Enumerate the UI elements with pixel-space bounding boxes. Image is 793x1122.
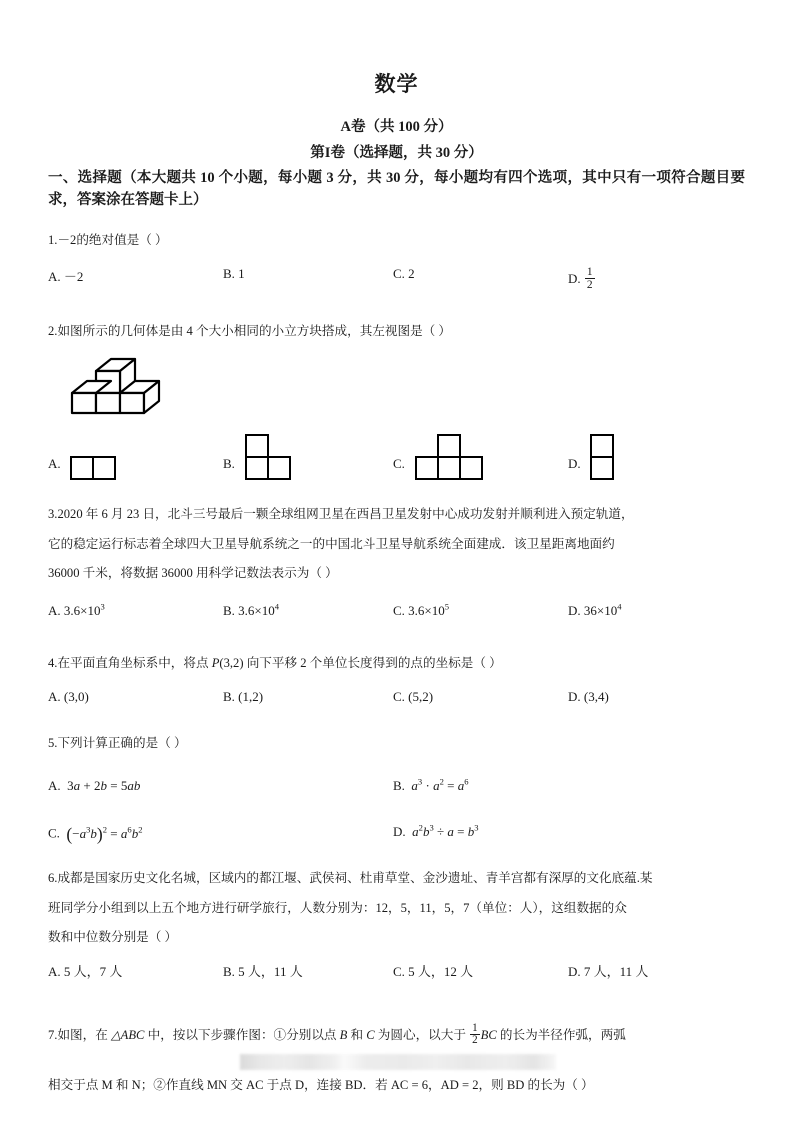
- option-5-b-expression: $a^3 \cdot a^2 = a^6$: [411, 776, 469, 793]
- question-3-line1: 3.2020 年 6 月 23 日，北斗三号最后一颗全球组网卫星在西昌卫星发射中心成功发射并顺利进入预定轨道，: [48, 507, 634, 522]
- segment-bc: BC: [480, 1027, 497, 1042]
- question-2-stem: 2.如图所示的几何体是由 4 个大小相同的小立方块搭成，其左视图是（ ）: [48, 324, 451, 339]
- option-5-d-label: D.: [393, 823, 406, 839]
- option-3-d-exponent: 4: [617, 601, 622, 612]
- option-1-c-label: C.: [393, 266, 405, 282]
- option-3-a[interactable]: [48, 603, 105, 619]
- question-3-line2: 它的稳定运行标志着全球四大卫星导航系统之一的中国北斗卫星导航系统全面建成．该卫星距离地面约: [48, 536, 615, 551]
- question-3-stem: [48, 500, 745, 589]
- option-5-c-label: C.: [48, 825, 60, 841]
- question-6-options: [48, 961, 745, 987]
- option-5-b-label: B.: [393, 777, 405, 793]
- option-5-c[interactable]: [48, 824, 142, 845]
- option-1-a[interactable]: [48, 266, 83, 285]
- option-6-c[interactable]: C. 5 人，12 人: [393, 963, 474, 979]
- question-5-options-row2: [48, 824, 745, 848]
- fraction-denominator: 2: [472, 1034, 478, 1047]
- question-3-line3: 36000 千米，将数据 36000 用科学记数法表示为（ ）: [48, 566, 338, 581]
- point-coordinates: (3,2): [219, 655, 244, 670]
- option-5-b[interactable]: [393, 778, 469, 794]
- section-heading: 一、选择题（本大题共 10 个小题，每小题 3 分，共 30 分，每小题均有四个选项，其中只有一项符合题目要求，答案涂在答题卡上）: [48, 170, 745, 209]
- option-3-a-mantissa: 3.6×10: [63, 602, 101, 618]
- question-1-stem: 1.－2的绝对值是（ ）: [48, 232, 168, 247]
- option-4-a-value: (3,0): [63, 689, 89, 705]
- option-5-d-expression: $a^2b^3 \div a = b^3$: [412, 822, 479, 839]
- option-1-a-value: －2: [63, 269, 84, 285]
- volume-line: A卷（共 100 分）: [340, 119, 453, 135]
- question-6-line1: 6.成都是国家历史文化名城，区域内的都江堰、武侯祠、杜甫草堂、金沙遗址、青羊宫都有深厚的文化底蕴.某: [48, 870, 653, 885]
- option-3-d-label: D.: [568, 602, 581, 618]
- page-title: 数学: [374, 72, 419, 96]
- fraction-numerator: 1: [586, 266, 593, 279]
- part-line: 第I卷（选择题，共 30 分）: [310, 145, 483, 161]
- option-4-d-label: D.: [568, 689, 581, 705]
- option-4-c-value: (5,2): [408, 689, 434, 705]
- question-4-stem-post: 向下平移 2 个单位长度得到的点的坐标是（ ）: [243, 655, 502, 670]
- option-4-c-label: C.: [393, 689, 405, 705]
- option-4-a-label: A.: [48, 689, 61, 705]
- question-6-line3: 数和中位数分别是（ ）: [48, 930, 178, 945]
- option-3-d-mantissa: 36×10: [583, 602, 618, 618]
- page-content: [48, 0, 745, 1102]
- square-cell: [245, 456, 269, 480]
- fraction-denominator: 2: [586, 279, 593, 292]
- square-cell: [267, 456, 291, 480]
- option-2-a-label: A.: [48, 456, 61, 472]
- option-1-d[interactable]: [568, 266, 596, 291]
- option-5-a-label: A.: [48, 777, 61, 793]
- option-2-c-shape: [415, 432, 487, 480]
- option-2-a-shape: [70, 454, 120, 480]
- option-6-a[interactable]: A. 5 人，7 人: [48, 963, 123, 979]
- question-7-line2: 相交于点 M 和 N；②作直线 MN 交 AC 于点 D，连接 BD．若 AC = 6，AD = 2，则 BD 的长为（ ）: [48, 1078, 594, 1093]
- option-4-a[interactable]: [48, 689, 89, 705]
- option-4-c[interactable]: [393, 689, 433, 705]
- fraction-numerator: 1: [472, 1021, 478, 1034]
- option-3-b-label: B.: [223, 602, 235, 618]
- question-4-options: [48, 689, 745, 715]
- option-2-d-label: D.: [568, 456, 581, 472]
- option-5-a[interactable]: [48, 778, 140, 794]
- q7-end: 的长为半径作弧，两弧: [496, 1027, 626, 1042]
- q7-mid: 中，按以下步骤作图：①分别以点: [144, 1027, 340, 1042]
- option-3-b-mantissa: 3.6×10: [238, 602, 275, 618]
- option-3-a-label: A.: [48, 602, 61, 618]
- question-4-stem: [48, 651, 745, 676]
- option-2-b-shape: [245, 432, 295, 480]
- option-6-b[interactable]: B. 5 人，11 人: [223, 963, 303, 979]
- option-4-b-label: B.: [223, 689, 235, 705]
- option-2-c-label: C.: [393, 456, 405, 472]
- square-cell: [70, 456, 94, 480]
- option-5-a-expression: 3a + 2b = 5ab: [63, 777, 141, 793]
- question-5-options-row1: [48, 778, 745, 802]
- option-5-d[interactable]: [393, 824, 479, 840]
- square-cell: [437, 434, 461, 458]
- option-5-c-expression: $(-a^3b)^2 = a^6b^2$: [66, 823, 143, 844]
- square-cell: [590, 434, 614, 458]
- square-cell: [459, 456, 483, 480]
- point-c: C: [366, 1027, 375, 1042]
- option-1-d-fraction: [585, 266, 595, 291]
- option-1-c-value: 2: [408, 266, 415, 282]
- question-7-line1: [48, 1019, 745, 1052]
- question-1-options: [48, 266, 745, 306]
- option-4-b-value: (1,2): [238, 689, 264, 705]
- option-1-b-label: B.: [223, 266, 235, 282]
- option-6-d[interactable]: D. 7 人，11 人: [568, 963, 649, 979]
- question-4-stem-pre: 4.在平面直角坐标系中，将点: [48, 655, 212, 670]
- square-cell: [245, 434, 269, 458]
- blurred-watermark: [240, 1054, 556, 1070]
- q7-and: 和: [347, 1027, 367, 1042]
- option-3-b[interactable]: [223, 603, 279, 619]
- option-1-a-label: A.: [48, 269, 61, 285]
- q7-pre: 7.如图，在: [48, 1027, 111, 1042]
- option-3-b-exponent: 4: [274, 601, 280, 612]
- square-cell: [590, 456, 614, 480]
- option-4-d[interactable]: [568, 689, 609, 705]
- q7-post: 为圆心，以大于: [374, 1027, 470, 1042]
- square-cell: [92, 456, 116, 480]
- option-1-c[interactable]: [393, 266, 415, 282]
- square-cell: [415, 456, 439, 480]
- question-6-line2: 班同学分小组到以上五个地方进行研学旅行，人数分别为：12，5，11，5，7（单位：人），这组数据的众: [48, 900, 627, 915]
- option-1-d-label: D.: [568, 271, 581, 287]
- option-3-a-exponent: 3: [100, 601, 105, 612]
- question-5-stem: 5.下列计算正确的是（ ）: [48, 736, 187, 751]
- question-2-options: [48, 430, 745, 480]
- option-1-b[interactable]: [223, 266, 245, 282]
- option-3-c[interactable]: [393, 603, 449, 619]
- option-4-b[interactable]: [223, 689, 263, 705]
- option-4-d-value: (3,4): [583, 689, 609, 705]
- stacked-cubes-figure: [60, 354, 745, 416]
- point-b: B: [339, 1027, 348, 1042]
- question-3-options: [48, 603, 745, 629]
- option-2-d-shape: [590, 432, 616, 480]
- question-6-stem: [48, 864, 745, 953]
- stacked-cubes-icon: [60, 354, 190, 416]
- option-3-c-exponent: 5: [444, 601, 450, 612]
- option-1-b-value: 1: [238, 266, 245, 282]
- option-3-c-label: C.: [393, 602, 405, 618]
- half-fraction: [470, 1023, 480, 1047]
- option-3-d[interactable]: [568, 603, 622, 619]
- point-variable: P: [211, 655, 220, 670]
- triangle-abc: △ABC: [110, 1027, 145, 1042]
- option-2-b-label: B.: [223, 456, 235, 472]
- option-3-c-mantissa: 3.6×10: [408, 602, 445, 618]
- square-cell: [437, 456, 461, 480]
